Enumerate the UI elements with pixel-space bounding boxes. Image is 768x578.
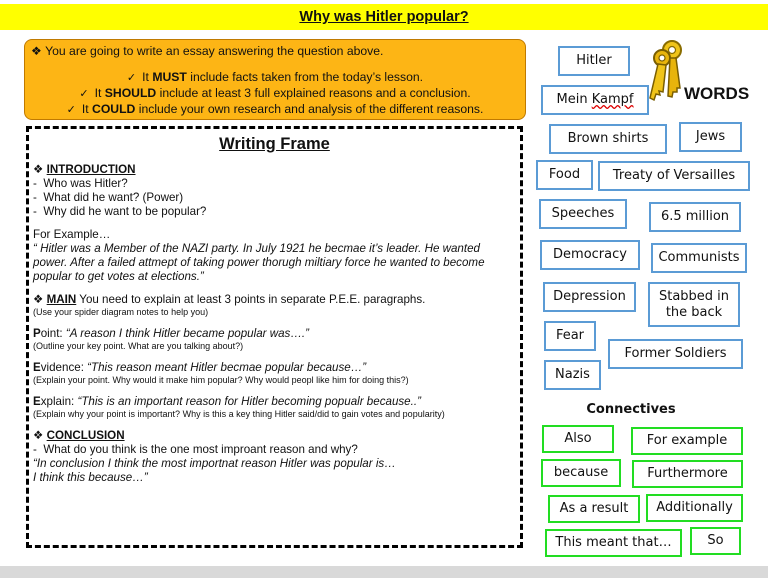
intro-heading: ❖ INTRODUCTION [33,163,136,176]
connective-so: So [690,527,741,555]
conclusion-heading: ❖ CONCLUSION [33,429,125,442]
conclusion-text: I think this because…” [33,471,148,484]
diamond-bullet-icon: ❖ [33,163,44,176]
check-icon: ✓ [126,72,137,84]
check-icon: ✓ [66,104,76,116]
key-word-speeches: Speeches [539,199,627,229]
task-should-post: include at least 3 full explained reasons and a conclusion. [156,86,471,100]
connective-furthermore: Furthermore [632,460,743,488]
key-word-stabbed-in-the-back: Stabbed in the back [648,282,740,327]
connective-additionally: Additionally [646,494,743,522]
key-word-nazis: Nazis [544,360,601,390]
main-note: (Use your spider diagram notes to help you) [33,307,209,317]
key-word-former-soldiers: Former Soldiers [608,339,743,369]
main-heading: ❖ MAIN You need to explain at least 3 points in separate P.E.E. paragraphs. [33,293,426,306]
connective-as-a-result: As a result [548,495,640,523]
key-word-fear: Fear [544,321,596,351]
key-word-treaty-of-versailles: Treaty of Versailles [598,161,750,191]
writing-frame-text [33,163,514,485]
intro-question: - What did he want? (Power) [33,191,184,204]
point-line: Point: “A reason I think Hitler became popular was….” [33,327,310,340]
example-text: “ Hitler was a Member of the NAZI party. In July 1921 he becmae it’s leader. He wanted power. After a failed attmept of taking power thorugh miltiary force he wanted to become popular to get votes at elections.” [33,242,485,283]
evidence-note: (Explain your point. Why would it make him popular? Why would peopl like him for doing this?) [33,375,409,385]
task-could-pre: It [81,102,93,116]
task-must-pre: It [142,70,153,84]
key-word-depression: Depression [543,282,636,312]
key-word-mein-kampf: Mein Kampf [541,85,649,115]
diamond-bullet-icon: ❖ [33,429,44,442]
connective-for-example: For example [631,427,743,455]
task-should-key: SHOULD [104,86,157,100]
words-label: WORDS [684,84,750,103]
task-should-pre: It [94,86,105,100]
conclusion-text: “In conclusion I think the most importnat reason Hitler was popular is… [33,457,396,470]
connective-because: because [541,459,621,487]
key-word-communists: Communists [651,243,747,273]
diamond-bullet-icon: ❖ [31,44,42,58]
task-could-post: include your own research and analysis of the different reasons. [135,102,484,116]
task-should-line [25,86,525,100]
task-intro-text: You are going to write an essay answering the question above. [45,44,384,58]
key-word-food: Food [536,160,593,190]
intro-question: - Who was Hitler? [33,177,128,190]
explain-note: (Explain why your point is important? Why is this a key thing Hitler said/did to gain votes and popularity) [33,409,445,419]
title-bar [0,4,768,30]
evidence-line: Evidence: “This reason meant Hitler becmae popular because…” [33,361,367,374]
explain-line: Explain: “This is an important reason for Hitler becoming popualr because..” [33,395,421,408]
key-word-jews: Jews [679,122,742,152]
task-could-line [25,102,525,116]
connective-also: Also [542,425,614,453]
example-label: For Example… [33,228,111,241]
point-note: (Outline your key point. What are you talking about?) [33,341,244,351]
conclusion-question: - What do you think is the one most improant reason and why? [33,443,358,456]
key-word-6-5-million: 6.5 million [649,202,741,232]
connective-this-meant-that: This meant that… [545,529,682,557]
task-intro [31,44,383,58]
task-could-key: COULD [92,102,136,116]
page-title: Why was Hitler popular? [299,9,469,25]
task-must-line [25,70,525,84]
intro-question: - Why did he want to be popular? [33,205,207,218]
check-icon: ✓ [79,88,89,100]
diamond-bullet-icon: ❖ [33,293,44,306]
key-word-hitler: Hitler [558,46,630,76]
key-word-brown-shirts: Brown shirts [549,124,667,154]
task-must-key: MUST [152,70,187,84]
writing-frame [26,126,523,548]
task-box [24,39,526,120]
writing-frame-title: Writing Frame [219,135,330,153]
slide-bottom-shadow [0,566,768,578]
connectives-title: Connectives [586,402,676,417]
key-word-democracy: Democracy [540,240,640,270]
task-must-post: include facts taken from the today’s lesson. [186,70,424,84]
